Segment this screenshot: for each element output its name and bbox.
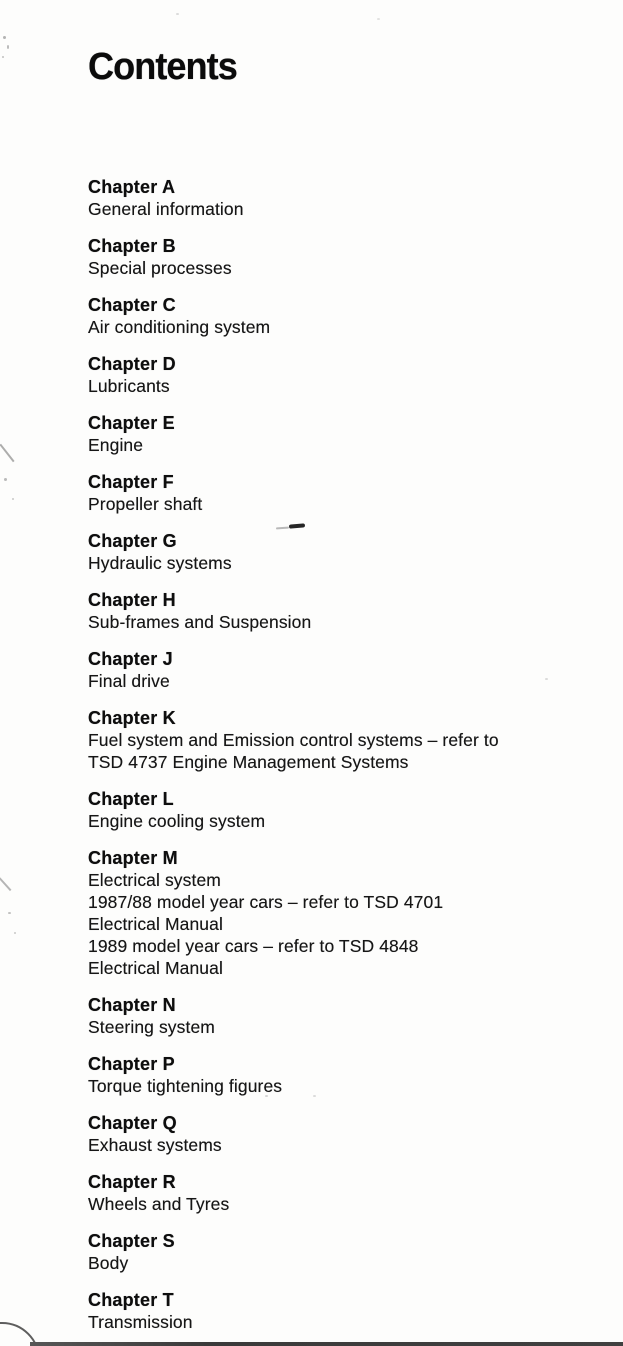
chapter-heading: Chapter G: [88, 531, 177, 551]
chapter-heading: Chapter A: [88, 177, 176, 197]
chapter-line: 1987/88 model year cars – refer to TSD 4701: [88, 892, 444, 912]
chapter-heading: Chapter F: [88, 472, 174, 492]
chapter-line: Wheels and Tyres: [88, 1194, 230, 1214]
chapter-heading: Chapter D: [88, 354, 176, 374]
chapter-line: Propeller shaft: [88, 494, 203, 514]
chapter-heading: Chapter L: [88, 789, 174, 809]
chapter-heading: Chapter R: [88, 1172, 176, 1192]
chapter-heading: Chapter M: [88, 848, 178, 868]
chapter-block: [88, 648, 607, 692]
chapter-line: Electrical Manual: [88, 958, 223, 978]
chapter-line: Special processes: [88, 258, 232, 278]
chapter-heading: Chapter T: [88, 1290, 174, 1310]
chapter-line: Fuel system and Emission control systems – refer to: [88, 730, 499, 750]
chapter-heading: Chapter J: [88, 649, 173, 669]
scan-speck: [7, 45, 9, 49]
chapter-block: [88, 1289, 607, 1333]
scan-speck: [176, 13, 179, 15]
chapter-block: [88, 788, 607, 832]
chapter-line: Sub-frames and Suspension: [88, 612, 312, 632]
chapter-block: [88, 294, 607, 338]
scan-speck: [2, 56, 4, 58]
chapter-line: Hydraulic systems: [88, 553, 232, 573]
chapter-heading: Chapter E: [88, 413, 175, 433]
scan-speck: [14, 932, 16, 934]
chapter-line: Lubricants: [88, 376, 170, 396]
chapter-block: [88, 176, 607, 220]
page-title: Contents: [88, 46, 237, 88]
chapter-block: [88, 589, 607, 633]
scan-speck: [4, 478, 7, 481]
chapter-heading: Chapter H: [88, 590, 176, 610]
chapter-block: [88, 1053, 607, 1097]
chapter-heading: Chapter S: [88, 1231, 175, 1251]
chapter-line: Steering system: [88, 1017, 215, 1037]
chapter-heading: Chapter N: [88, 995, 176, 1015]
chapter-block: [88, 353, 607, 397]
chapter-block: [88, 471, 607, 515]
chapter-line: Torque tightening figures: [88, 1076, 283, 1096]
chapter-block: [88, 1171, 607, 1215]
scan-speck: [8, 912, 11, 914]
chapter-line: Electrical Manual: [88, 914, 223, 934]
chapter-block: [88, 412, 607, 456]
scan-speck: [3, 36, 6, 39]
chapter-block: [88, 1112, 607, 1156]
chapter-line: Final drive: [88, 671, 170, 691]
scan-scratch: [0, 875, 11, 891]
chapter-block: [88, 530, 607, 574]
chapter-heading: Chapter Q: [88, 1113, 177, 1133]
chapter-heading: Chapter K: [88, 708, 176, 728]
chapter-line: Exhaust systems: [88, 1135, 222, 1155]
chapter-line: Engine: [88, 435, 144, 455]
chapters-list: [88, 176, 607, 1346]
chapter-line: TSD 4737 Engine Management Systems: [88, 752, 409, 772]
punch-hole-arc: [0, 1322, 40, 1346]
chapter-line: 1989 model year cars – refer to TSD 4848: [88, 936, 419, 956]
chapter-line: General information: [88, 199, 244, 219]
scan-scratch: [0, 444, 15, 463]
chapter-block: [88, 847, 607, 979]
chapter-block: [88, 235, 607, 279]
chapter-line: Transmission: [88, 1312, 193, 1332]
chapter-block: [88, 994, 607, 1038]
scan-speck: [12, 498, 14, 500]
scan-speck: [377, 18, 380, 20]
chapter-line: Electrical system: [88, 870, 221, 890]
chapter-line: Air conditioning system: [88, 317, 271, 337]
chapter-block: [88, 1230, 607, 1274]
chapter-heading: Chapter C: [88, 295, 176, 315]
chapter-heading: Chapter P: [88, 1054, 175, 1074]
chapter-block: [88, 707, 607, 773]
chapter-heading: Chapter B: [88, 236, 176, 256]
chapter-line: Engine cooling system: [88, 811, 266, 831]
chapter-line: Body: [88, 1253, 129, 1273]
